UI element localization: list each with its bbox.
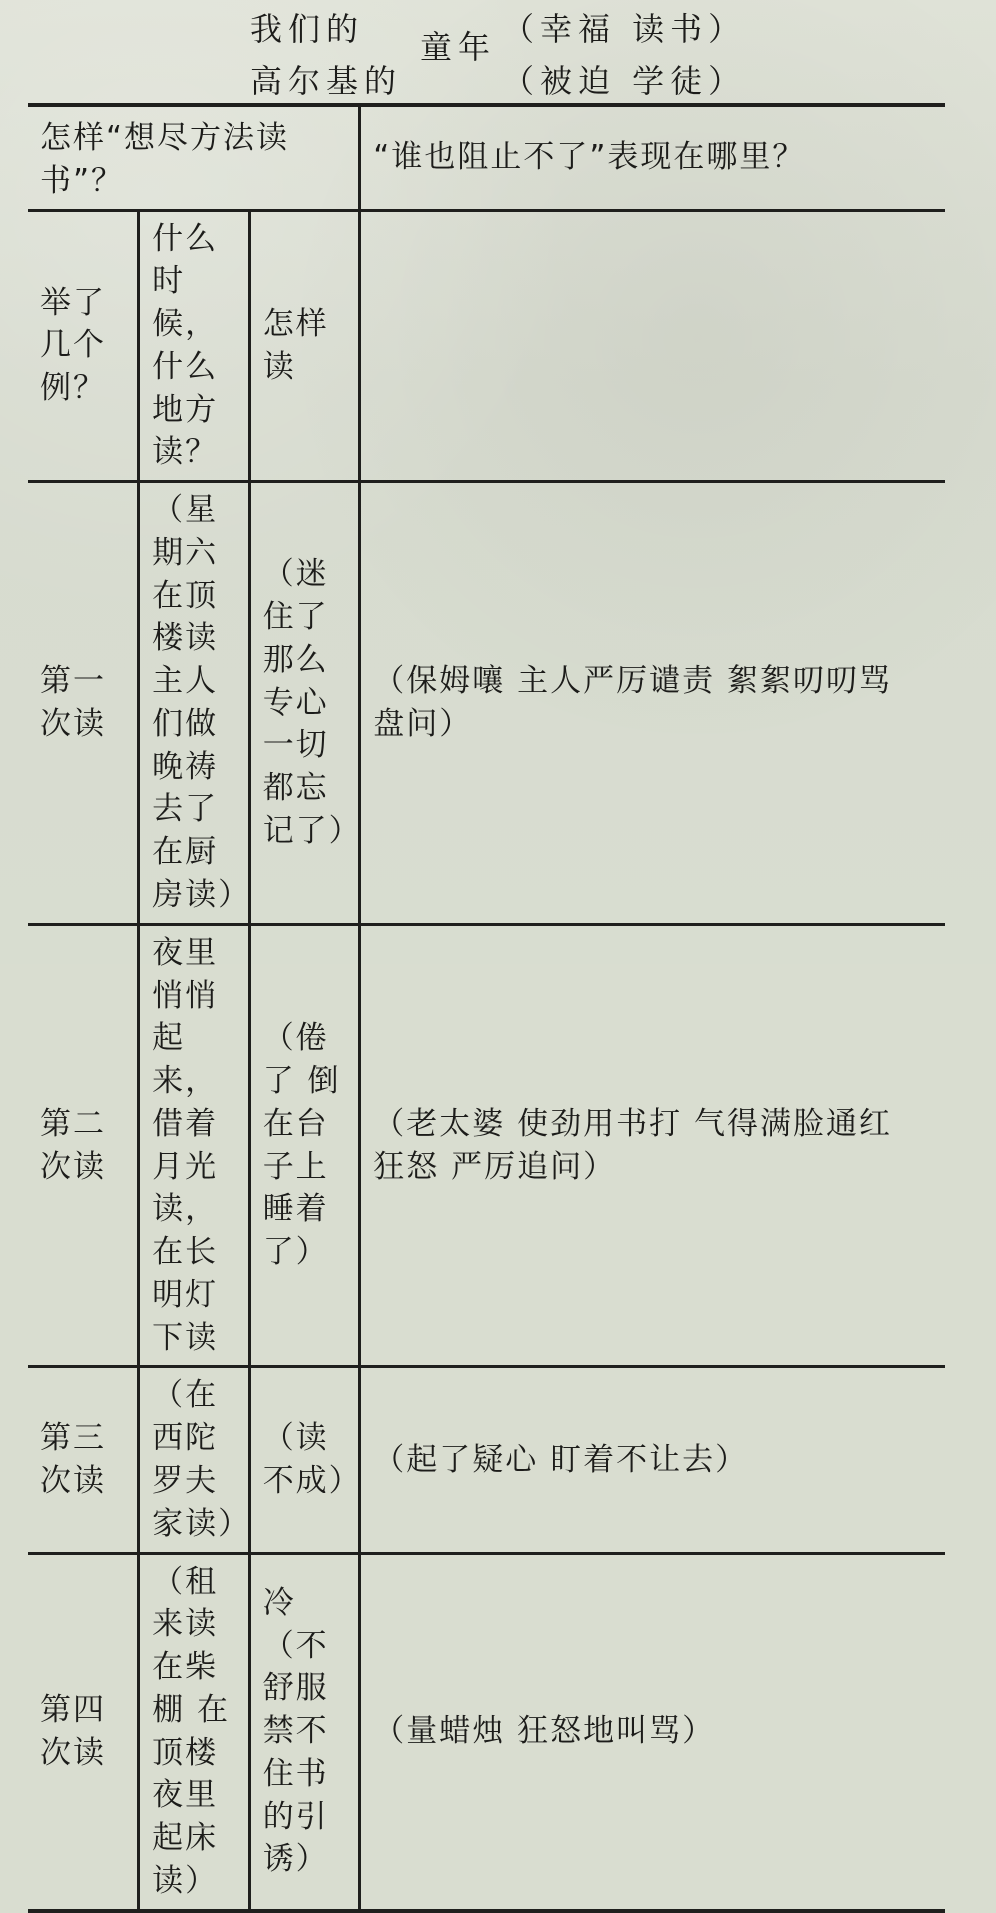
table-row — [28, 482, 945, 925]
table-row — [28, 1367, 945, 1553]
row-label-third-read: 第三次读 — [28, 1367, 139, 1553]
header-time-place: 什么时候，什么地方读？ — [139, 210, 250, 482]
row-first-where: （星期六 在顶楼读主人们做晚祷去了 在厨房读） — [139, 482, 250, 925]
row-third-where: （在西陀罗夫家读） — [139, 1367, 250, 1553]
row-fourth-how: 冷 （不舒服 禁不住书的引诱） — [249, 1553, 360, 1911]
row-second-obstacle: （老太婆 使劲用书打 气得满脸通红 狂怒 严厉追问） — [360, 924, 945, 1367]
row-third-obstacle: （起了疑心 盯着不让去） — [360, 1367, 945, 1553]
row-first-how: （迷住了 那么专心 一切都忘记了） — [249, 482, 360, 925]
question-how-read: 怎样“想尽方法读书”？ — [28, 105, 360, 210]
table-row-column-headings — [28, 210, 945, 482]
table-row — [28, 924, 945, 1367]
table-row-top-headings — [28, 105, 945, 210]
row-first-obstacle: （保姆嚷 主人严厉谴责 絮絮叨叨骂 盘问） — [360, 482, 945, 925]
row-fourth-obstacle: （量蜡烛 狂怒地叫骂） — [360, 1553, 945, 1911]
header-we-label: 我们的 — [250, 10, 365, 48]
header-examples-count: 举了几个例？ — [28, 210, 139, 482]
reading-analysis-table — [28, 103, 945, 1913]
row-label-first-read: 第一次读 — [28, 482, 139, 925]
table-row — [28, 1553, 945, 1911]
row-label-second-read: 第二次读 — [28, 924, 139, 1367]
row-fourth-where: （租来读 在柴棚 在顶楼 夜里起床读） — [139, 1553, 250, 1911]
comparison-header — [250, 4, 770, 102]
header-gorky-label: 高尔基的 — [250, 62, 403, 100]
question-who-cannot-stop: “谁也阻止不了”表现在哪里？ — [360, 105, 945, 210]
reading-table-wrap — [28, 103, 945, 1899]
header-how-read: 怎样读 — [249, 210, 360, 482]
header-obstacles-empty — [360, 210, 945, 482]
header-happy-reading: （幸福 读书） — [502, 10, 747, 48]
header-childhood-label: 童年 — [420, 28, 497, 66]
row-second-how: （倦了 倒在台子上 睡着了） — [249, 924, 360, 1367]
row-label-fourth-read: 第四次读 — [28, 1553, 139, 1911]
row-third-how: （读不成） — [249, 1367, 360, 1553]
header-forced-apprentice: （被迫 学徒） — [502, 62, 747, 100]
row-second-where: 夜里悄悄起来，借着月光读，在长明灯下读 — [139, 924, 250, 1367]
